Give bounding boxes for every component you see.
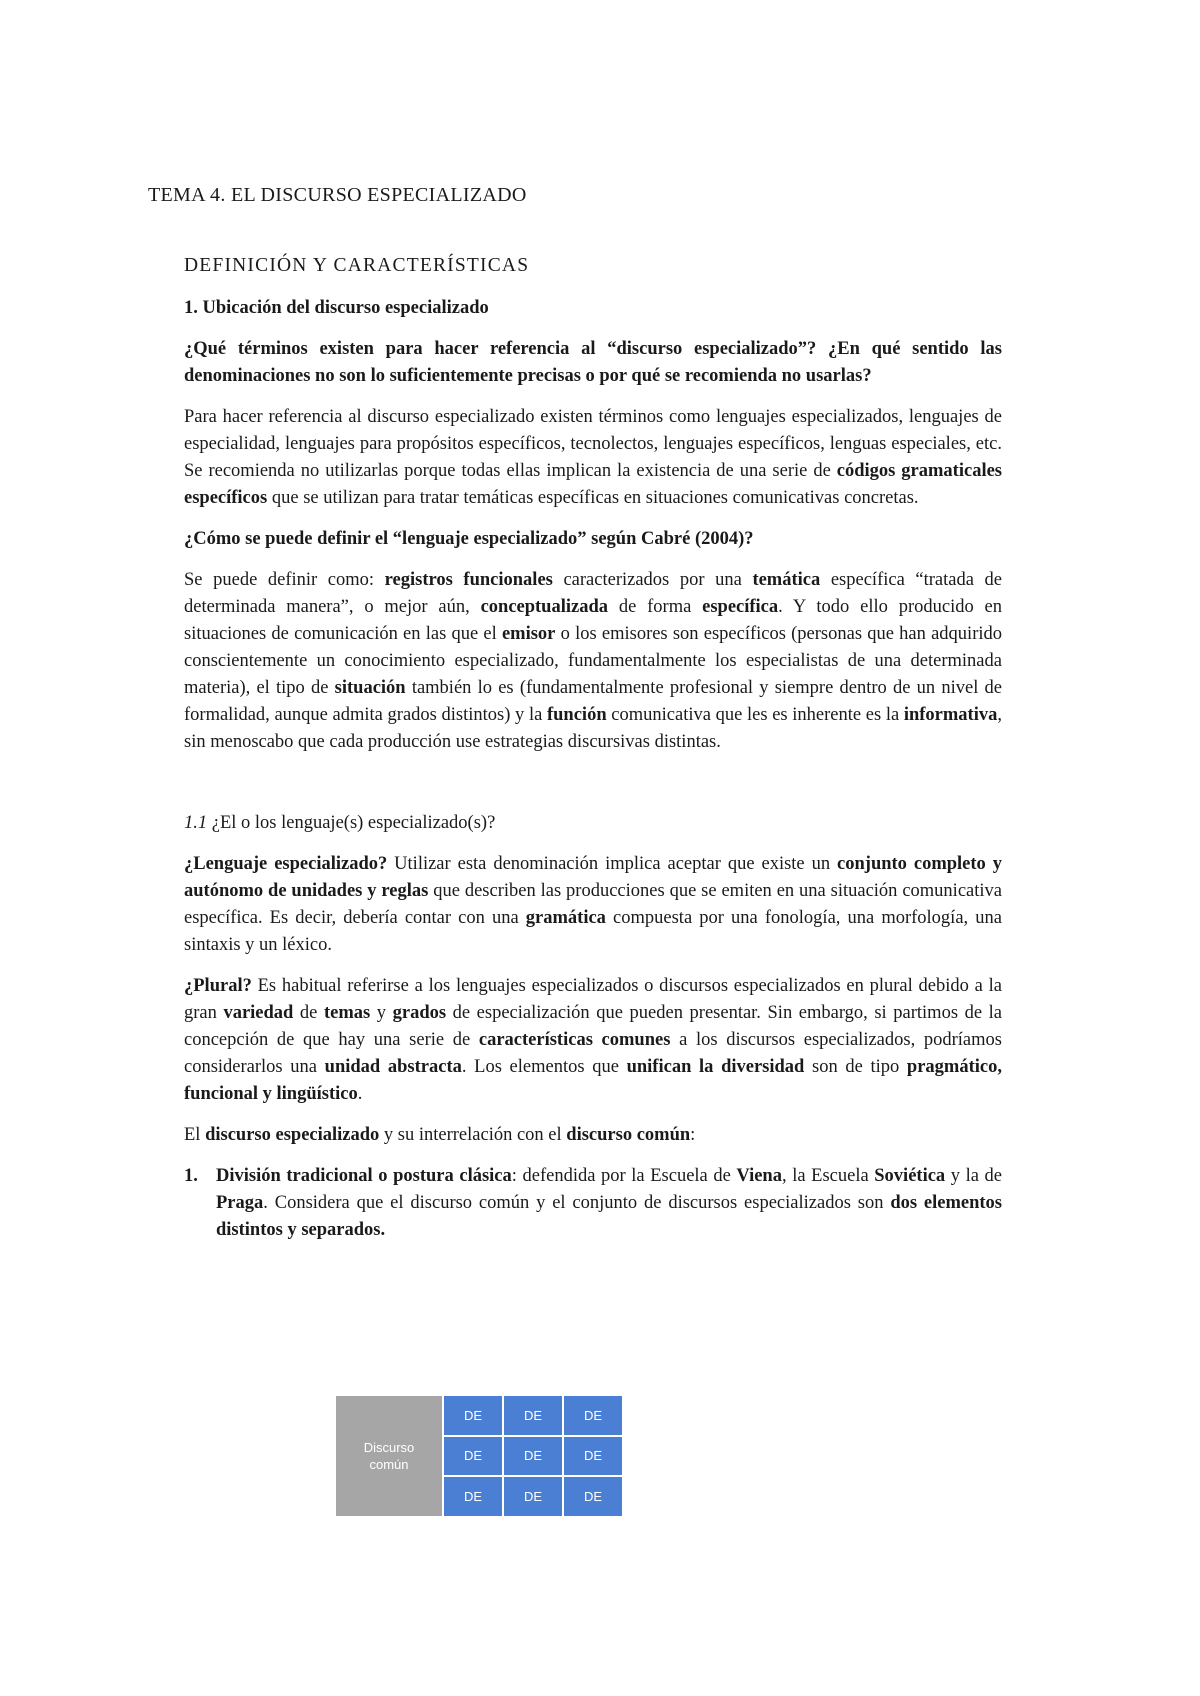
page-title: TEMA 4. EL DISCURSO ESPECIALIZADO [148, 184, 527, 206]
answer-paragraph-2 [184, 567, 1002, 756]
bold-term: discurso común [566, 1125, 691, 1145]
text-span: Para hacer referencia al discurso especializado existen términos como lenguajes especializados, lenguajes de especialidad, lenguajes para propósitos específicos, tecnolectos, lenguajes específicos, lenguas especiales, etc. Se recomienda no utilizarlas porque todas ellas implican la existencia de una serie de [184, 407, 1002, 481]
text-span: . Y todo ello producido en situaciones de comunicación en las que el [184, 597, 1002, 644]
text-span: son de tipo [804, 1057, 907, 1077]
de-cell: DE [564, 1477, 622, 1516]
text-span: Utilizar esta denominación implica aceptar que existe un [387, 854, 838, 874]
text-span: que describen las producciones que se emiten en una situación comunicativa específica. Es decir, debería contar con una [184, 881, 1002, 928]
paragraph-plural [184, 973, 1002, 1108]
de-cell: DE [444, 1396, 502, 1435]
de-cell: DE [504, 1477, 562, 1516]
text-span: compuesta por una fonología, una morfología, una sintaxis y un léxico. [184, 908, 1002, 955]
bold-term: registros funcionales [384, 570, 553, 590]
bold-term: Praga [216, 1193, 264, 1213]
bold-term: Soviética [874, 1166, 946, 1186]
text-span: de [293, 1003, 324, 1023]
de-grid [442, 1396, 622, 1516]
bold-term: función [546, 705, 607, 725]
bold-term: temática [752, 570, 821, 590]
bold-term: variedad [223, 1003, 294, 1023]
text-span: El [184, 1125, 206, 1145]
bold-term: pragmático, funcional y lingüístico [184, 1057, 1002, 1104]
bold-term: dos elementos distintos y separados. [216, 1193, 1002, 1240]
ordered-list [184, 1163, 1002, 1244]
bold-term: informativa [903, 705, 998, 725]
bold-term: específica [702, 597, 779, 617]
text-span: que se utilizan para tratar temáticas específicas en situaciones comunicativas concretas. [267, 488, 919, 508]
text-span: : defendida por la Escuela de [511, 1166, 737, 1186]
subsection-number: 1.1 [184, 813, 208, 833]
subsection-title: ¿El o los lenguaje(s) especializado(s)? [207, 813, 496, 833]
text-span: de forma [608, 597, 703, 617]
discourse-diagram [336, 1396, 622, 1516]
spacer [184, 770, 1002, 810]
de-cell: DE [564, 1437, 622, 1476]
question-2: ¿Cómo se puede definir el “lenguaje especializado” según Cabré (2004)? [184, 529, 754, 549]
text-span: . Considera que el discurso común y el conjunto de discursos especializados son [263, 1193, 891, 1213]
text-span: o los emisores son específicos (personas que han adquirido conscientemente un conocimiento especializado, fundamentalmente los especialistas de una determinada materia), el tipo de [184, 624, 1002, 698]
discurso-comun-label: Discurso común [363, 1440, 415, 1472]
text-span: . [357, 1084, 363, 1104]
bold-term: conceptualizada [480, 597, 609, 617]
paragraph-lenguaje-especializado [184, 851, 1002, 959]
question-1: ¿Qué términos existen para hacer referencia al “discurso especializado”? ¿En qué sentido las denominaciones no son lo suficientemente precisas o por qué se recomienda no usarlas? [184, 339, 1002, 386]
bold-term: temas [323, 1003, 371, 1023]
section-heading: DEFINICIÓN Y CARACTERÍSTICAS [184, 255, 530, 276]
paragraph-interrelacion [184, 1122, 1002, 1149]
de-cell: DE [444, 1437, 502, 1476]
de-cell: DE [504, 1396, 562, 1435]
text-span: Es habitual referirse a los lenguajes especializados o discursos especializados en plural debido a la gran [184, 976, 1002, 1023]
bold-term: situación [334, 678, 406, 698]
text-span: comunicativa que les es inherente es la [606, 705, 904, 725]
bold-term: emisor [501, 624, 556, 644]
de-cell: DE [564, 1396, 622, 1435]
bold-term: ¿Plural? [184, 976, 252, 996]
bold-term: conjunto completo y autónomo de unidades y reglas [184, 854, 1002, 901]
bold-term: grados [392, 1003, 447, 1023]
bold-term: características comunes [478, 1030, 671, 1050]
text-span: y la de [945, 1166, 1003, 1186]
de-cell: DE [444, 1477, 502, 1516]
subsection-heading-1-1 [184, 810, 1002, 837]
text-span: , sin menoscabo que cada producción use estrategias discursivas distintas. [184, 705, 1002, 752]
discurso-comun-block [336, 1396, 442, 1516]
bold-term: División tradicional o postura clásica [216, 1166, 512, 1186]
list-item [184, 1163, 1002, 1244]
answer-paragraph-1 [184, 404, 1002, 512]
text-span: y [370, 1003, 393, 1023]
text-span: de especialización que pueden presentar. Sin embargo, si partimos de la concepción de que hay una serie de [184, 1003, 1002, 1050]
text-span: también lo es (fundamentalmente profesional y siempre dentro de un nivel de formalidad, aunque admita grados distintos) y la [184, 678, 1002, 725]
text-span: a los discursos especializados, podríamos considerarlos una [184, 1030, 1002, 1077]
text-span: , la Escuela [781, 1166, 875, 1186]
bold-term: unidad abstracta [324, 1057, 462, 1077]
bold-term: Viena [736, 1166, 782, 1186]
bold-term: unifican la diversidad [626, 1057, 805, 1077]
bold-term: ¿Lenguaje especializado? [184, 854, 388, 874]
text-span: . Los elementos que [461, 1057, 627, 1077]
document-body [184, 252, 1002, 1244]
de-cell: DE [504, 1437, 562, 1476]
text-span: : [690, 1125, 696, 1145]
text-span: caracterizados por una [552, 570, 753, 590]
text-span: específica “tratada de determinada manera”, o mejor aún, [184, 570, 1002, 617]
bold-term: gramática [525, 908, 606, 928]
bold-term: códigos gramaticales específicos [184, 461, 1002, 508]
bold-term: discurso especializado [205, 1125, 380, 1145]
text-span: Se puede definir como: [184, 570, 385, 590]
text-span: y su interrelación con el [379, 1125, 567, 1145]
list-item-number: 1. [184, 1166, 198, 1186]
subsection-heading-1: 1. Ubicación del discurso especializado [184, 298, 489, 318]
